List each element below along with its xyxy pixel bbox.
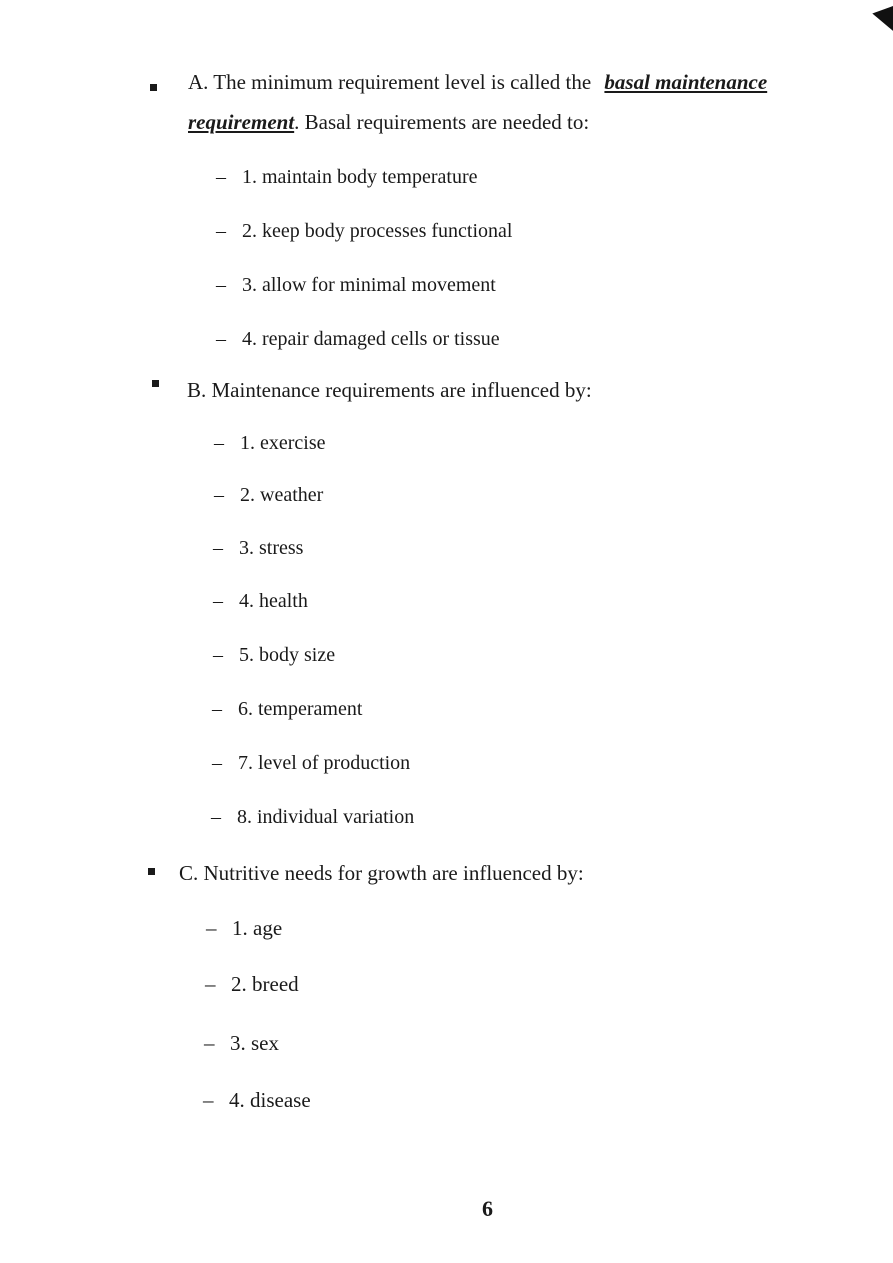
list-item: – 1. exercise: [214, 432, 326, 454]
list-item: – 3. sex: [204, 1031, 279, 1055]
dash: –: [212, 698, 222, 720]
dash: –: [205, 972, 216, 996]
dash: –: [214, 432, 224, 454]
dash: –: [213, 537, 223, 559]
list-item: – 1. maintain body temperature: [216, 166, 478, 188]
term-requirement: requirement: [188, 110, 295, 134]
dash: –: [204, 1031, 215, 1055]
list-item: – 2. weather: [214, 484, 324, 506]
page-number: 6: [482, 1196, 493, 1221]
dash: –: [216, 220, 226, 242]
dash: –: [216, 274, 226, 296]
dash: –: [211, 806, 221, 828]
list-item: – 3. stress: [213, 537, 304, 559]
list-item: – 4. disease: [203, 1088, 311, 1112]
list-item: – 2. breed: [205, 972, 299, 996]
section-c-heading: C. Nutritive needs for growth are influenced by:: [179, 861, 584, 885]
section-a-text-2: . Basal requirements are needed to:: [294, 110, 590, 134]
list-item: – 2. keep body processes functional: [216, 220, 513, 242]
dash: –: [213, 590, 223, 612]
dash: –: [206, 916, 217, 940]
list-item: – 1. age: [206, 916, 283, 940]
bullet-c: [148, 868, 155, 875]
dash: –: [216, 328, 226, 350]
list-item: – 4. repair damaged cells or tissue: [216, 328, 500, 350]
list-item: – 7. level of production: [212, 752, 411, 774]
list-item: – 5. body size: [213, 644, 336, 666]
dash: –: [203, 1088, 214, 1112]
section-b-heading: B. Maintenance requirements are influenced by:: [187, 378, 592, 402]
section-a-line-2: [188, 110, 589, 135]
list-item: – 6. temperament: [212, 698, 363, 720]
section-a-text: A. The minimum requirement level is called the: [188, 70, 592, 94]
list-item: – 8. individual variation: [211, 806, 415, 828]
list-item: – 3. allow for minimal movement: [216, 274, 496, 296]
dash: –: [212, 752, 222, 774]
list-item: – 4. health: [213, 590, 308, 612]
bullet-b: [152, 380, 159, 387]
term-basal-maintenance: basal maintenance: [604, 70, 768, 94]
dash: –: [213, 644, 223, 666]
corner-scan-mark: [872, 6, 893, 49]
dash: –: [214, 484, 224, 506]
section-a-line-1: [188, 70, 767, 95]
bullet-a: [150, 84, 157, 91]
dash: –: [216, 166, 226, 188]
